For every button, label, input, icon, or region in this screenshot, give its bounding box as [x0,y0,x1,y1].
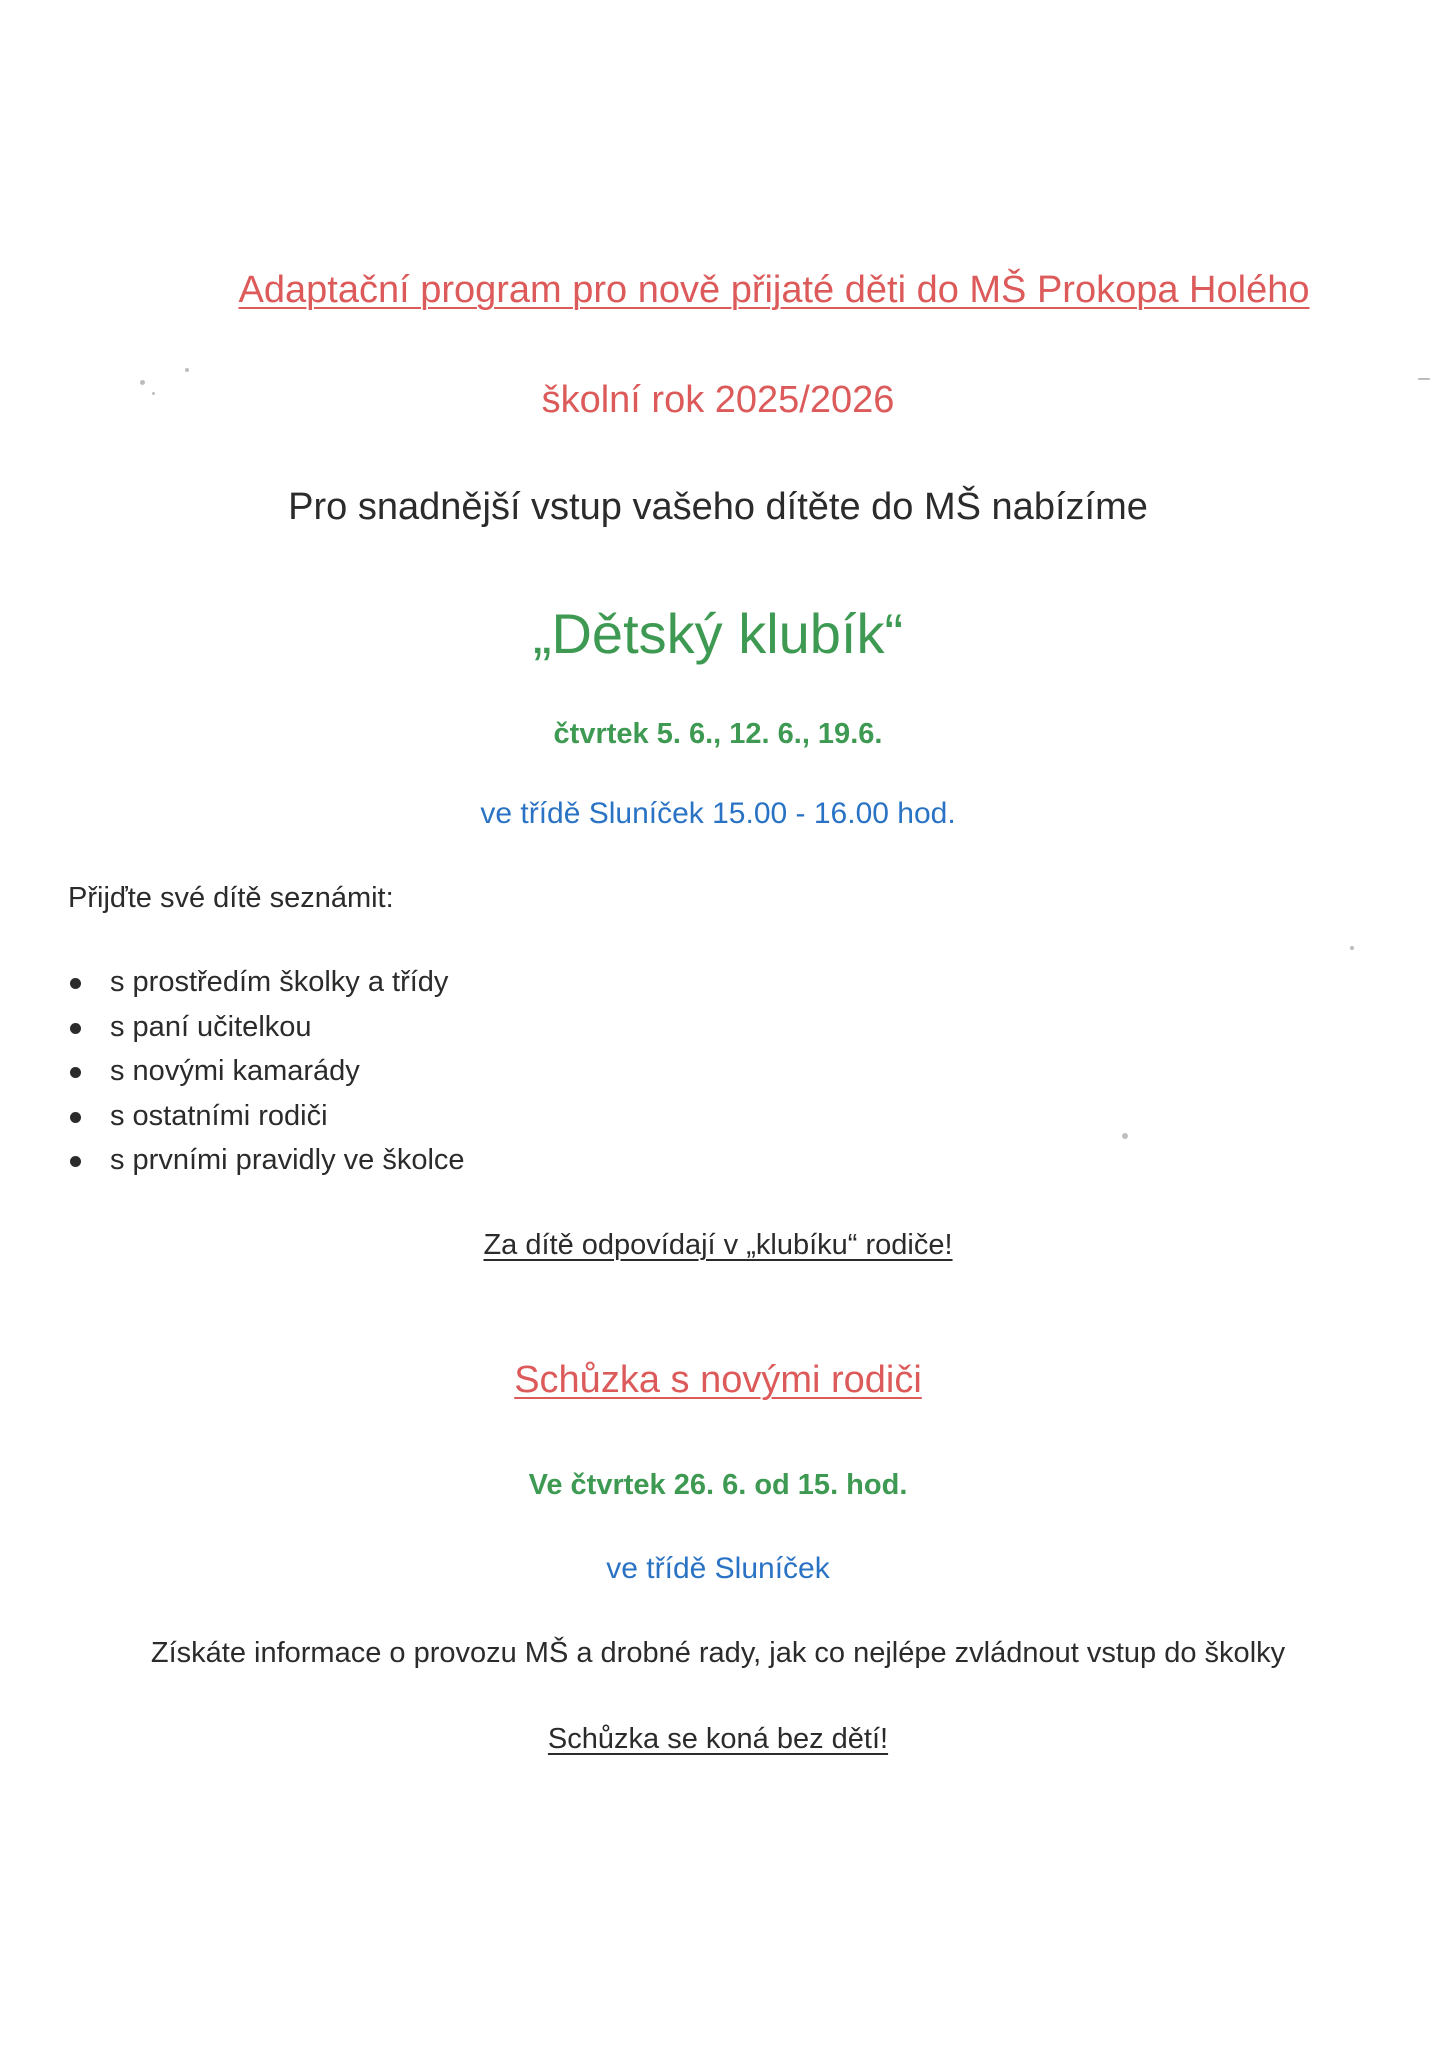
meeting-note: Schůzka se koná bez dětí! [547,1723,889,1755]
scan-speck [185,368,189,372]
meeting-info: Získáte informace o provozu MŠ a drobné rady, jak co nejlépe zvládnout vstup do školky [150,1637,1286,1669]
offer-intro: Pro snadnější vstup vašeho dítěte do MŠ nabízíme [288,486,1148,528]
scan-speck [1122,1133,1128,1139]
list-item: s novými kamarády [68,1049,465,1094]
list-item: s paní učitelkou [68,1005,465,1050]
meeting-date: Ve čtvrtek 26. 6. od 15. hod. [528,1469,908,1501]
meeting-title: Schůzka s novými rodiči [514,1359,922,1401]
scan-speck [1418,378,1430,380]
introduction-list [68,960,465,1183]
scan-speck [1350,946,1354,950]
intro-label: Přijďte své dítě seznámit: [68,882,394,914]
club-name: „Dětský klubík“ [532,602,904,665]
scan-speck [140,380,145,385]
list-item: s ostatními rodiči [68,1094,465,1139]
list-item: s prvními pravidly ve školce [68,1138,465,1183]
document-title: Adaptační program pro nově přijaté děti do MŠ Prokopa Holého [238,269,1310,311]
school-year: školní rok 2025/2026 [541,379,895,421]
list-item: s prostředím školky a třídy [68,960,465,1005]
club-place-time: ve třídě Sluníček 15.00 - 16.00 hod. [480,797,956,830]
meeting-place: ve třídě Sluníček [606,1552,830,1585]
parent-responsibility-note: Za dítě odpovídají v „klubíku“ rodiče! [483,1229,953,1261]
club-dates: čtvrtek 5. 6., 12. 6., 19.6. [553,718,883,750]
scan-speck [152,392,155,395]
